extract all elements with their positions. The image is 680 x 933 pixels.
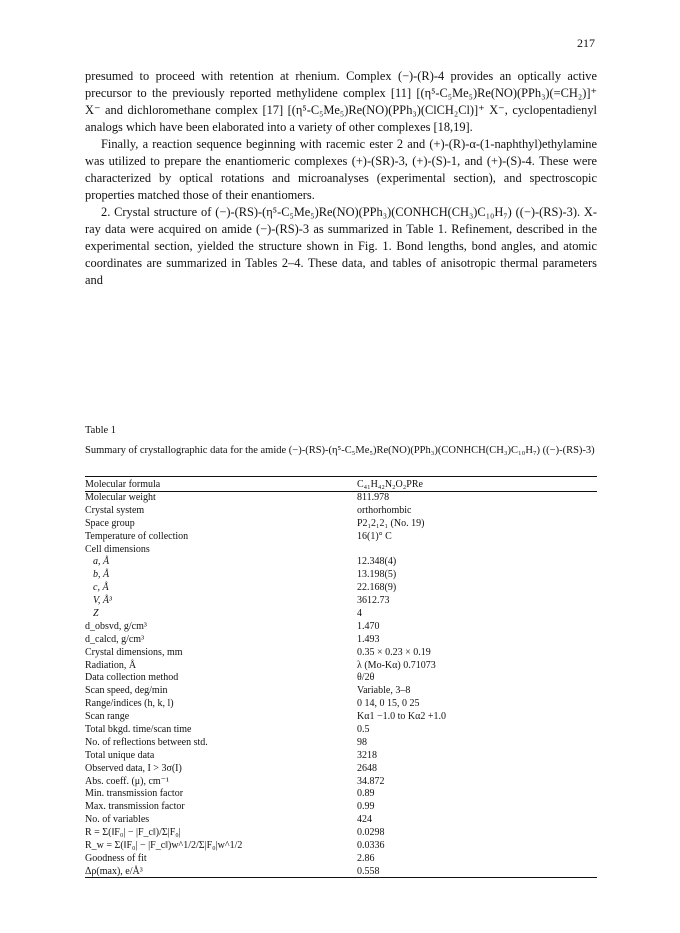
table-bottom-rule [85,877,597,878]
row-label: R = Σ(‖F₀| − |F_c‖)/Σ|F₀| [85,827,181,839]
row-label: Temperature of collection [85,530,189,542]
row-value: 3612.73 [357,595,390,607]
row-label: Goodness of fit [85,852,147,864]
row-label: Min. transmission factor [85,788,184,800]
article-body [85,68,597,289]
row-label: Molecular formula [85,479,161,490]
row-value: 2648 [357,762,377,774]
row-label: Crystal system [85,504,145,516]
row-label: No. of variables [85,814,150,826]
table-row [85,647,597,660]
row-value: C₄₁H₄₂N₂O₂PRe [357,479,423,490]
table-row [85,621,597,634]
row-label: R_w = Σ(‖F₀| − |F_c‖)w^1/2/Σ|F₀|w^1/2 [85,840,243,852]
row-label: Total bkgd. time/scan time [85,724,192,736]
row-value: 0.0336 [357,840,385,852]
table-row [85,544,597,557]
table-row [85,595,597,608]
row-value: 1.470 [357,620,380,632]
row-label: Crystal dimensions, mm [85,646,183,658]
table-row [85,801,597,814]
table-row [85,531,597,544]
row-label: Scan range [85,711,130,723]
table-row [85,763,597,776]
table-row [85,840,597,853]
row-value: 0.5 [357,724,370,736]
row-value: 13.198(5) [357,569,397,581]
table-row [85,724,597,737]
row-value: Variable, 3–8 [357,685,411,697]
row-label: Space group [85,517,135,529]
row-value: P2₁2₁2₁ (No. 19) [357,517,425,529]
row-label: Radiation, Å [85,659,137,671]
table-row [85,776,597,789]
row-value: 34.872 [357,775,385,787]
row-label: Abs. coeff. (μ), cm⁻¹ [85,775,169,787]
table-row [85,814,597,827]
row-label: No. of reflections between std. [85,736,208,748]
row-value: 2.86 [357,852,375,864]
paragraph-1: presumed to proceed with retention at rhenium. Complex (−)-(R)-4 provides an optically active precursor to the previously reported methylidene complex [11] [(η⁵-C₅Me₅)Re(NO)(PPh₃)(=CH₂)]⁺ X⁻ and dichloromethane complex [17] [(η⁵-C₅Me₅)Re(NO)(PPh₃)(ClCH₂Cl)]⁺ X⁻, cyclopentadienyl analogs which have been elaborated into a variety of other complexes [18,19]. [85,69,597,134]
row-value: Kα1 −1.0 to Kα2 +1.0 [357,711,446,723]
row-value: 811.978 [357,492,390,503]
row-label: Data collection method [85,672,179,684]
table-row [85,711,597,724]
row-label: Max. transmission factor [85,801,185,813]
row-value: λ (Mo-Kα) 0.71073 [357,659,436,671]
paragraph-3: 2. Crystal structure of (−)-(RS)-(η⁵-C₅Me₅)Re(NO)(PPh₃)(CONHCH(CH₃)C₁₀H₇) ((−)-(RS)-3). X-ray data were acquired on amide (−)-(RS)-3 as summarized in Table 1. Refinement, described in the experimental section, yielded the structure shown in Fig. 1. Bond lengths, bond angles, and atomic coordinates are summarized in Tables 2–4. These data, and tables of anisotropic thermal parameters and [85,205,597,287]
row-label: Range/indices (h, k, l) [85,698,174,710]
table-row [85,827,597,840]
table-row [85,672,597,685]
row-value: 98 [357,736,367,748]
row-label: Observed data, I > 3σ(I) [85,762,182,774]
table-row [85,853,597,866]
table-row [85,698,597,711]
row-label: Cell dimensions [85,543,150,555]
table-caption: Summary of crystallographic data for the amide (−)-(RS)-(η⁵-C₅Me₅)Re(NO)(PPh₃)(CONHCH(CH₃)C₁₀H₇) ((−)-(RS)-3) [85,445,595,456]
table-row [85,737,597,750]
row-value: 0.558 [357,865,380,877]
page-number: 217 [577,36,595,50]
table-row [85,750,597,763]
row-value: 0.89 [357,788,375,800]
row-value: 1.493 [357,633,380,645]
table-row [85,660,597,673]
table-row [85,788,597,801]
row-label: Δρ(max), e/Å³ [85,865,143,877]
row-label: d_obsvd, g/cm³ [85,620,147,632]
table-row [85,685,597,698]
crystallographic-data-table [85,478,597,879]
row-label: b, Å [93,569,110,581]
table-row [85,505,597,518]
table-row [85,518,597,531]
paragraph-2: Finally, a reaction sequence beginning with racemic ester 2 and (+)-(R)-α-(1-naphthyl)ethylamine was utilized to prepare the enantiomeric complexes (+)-(SR)-3, (+)-(S)-1, and (+)-(S)-4. These were characterized by optical rotations and microanalyses (experimental section), and spectroscopic properties matched those of their enantiomers. [85,137,597,202]
row-label: d_calcd, g/cm³ [85,633,145,645]
row-label: V, Å³ [93,595,112,607]
row-value: 22.168(9) [357,582,397,594]
row-label: a, Å [93,556,110,568]
row-label: Scan speed, deg/min [85,685,168,697]
table-row [85,569,597,582]
table-label: Table 1 [85,425,117,436]
row-value: 16(1)° C [357,530,392,542]
row-value: 0.35 × 0.23 × 0.19 [357,646,431,658]
row-value: 4 [357,608,362,620]
table-top-rule [85,476,597,477]
row-value: 0 14, 0 15, 0 25 [357,698,420,710]
row-value: θ/2θ [357,672,375,684]
row-value: 0.99 [357,801,375,813]
row-label: Total unique data [85,749,155,761]
row-value: 12.348(4) [357,556,397,568]
row-value: 3218 [357,749,377,761]
row-value [357,544,597,557]
table-row [85,634,597,647]
table-row [85,608,597,621]
table-row [85,582,597,595]
row-label: c, Å [93,582,109,594]
row-value: 424 [357,814,372,826]
row-value: 0.0298 [357,827,385,839]
row-value: orthorhombic [357,504,412,516]
row-label: Molecular weight [85,492,156,503]
table-row [85,478,597,492]
table-row [85,556,597,569]
row-label: Z [93,608,99,620]
table-row [85,492,597,505]
